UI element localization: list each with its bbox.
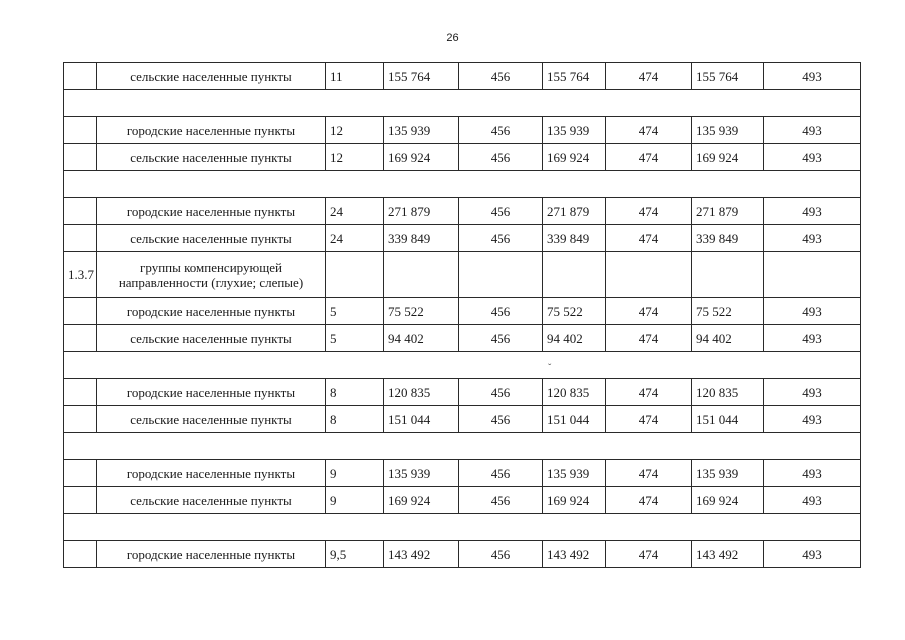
cell-index [64,198,97,225]
cell-amount-3: 339 849 [692,225,764,252]
cell-amount-2: 143 492 [543,541,606,568]
cell-value-3: 493 [764,298,861,325]
cell-settlement-type: городские населенные пункты [97,379,326,406]
cell-amount-1: 169 924 [384,144,459,171]
cell-value-1: 456 [459,460,543,487]
empty-cell [459,252,543,298]
empty-cell [606,252,692,298]
table-row [64,298,861,325]
cell-amount-3: 120 835 [692,379,764,406]
cell-value-1: 456 [459,487,543,514]
table-row [64,198,861,225]
cell-amount-1: 271 879 [384,198,459,225]
cell-coefficient: 5 [326,325,384,352]
cell-value-2: 474 [606,225,692,252]
cell-amount-1: 75 522 [384,298,459,325]
cell-coefficient: 11 [326,63,384,90]
empty-cell [326,252,384,298]
section-separator-cell [64,171,861,198]
cell-value-2: 474 [606,487,692,514]
cell-value-3: 493 [764,225,861,252]
cell-coefficient: 12 [326,117,384,144]
cell-value-2: 474 [606,144,692,171]
cell-coefficient: 8 [326,406,384,433]
section-separator-row [64,514,861,541]
cell-settlement-type: сельские населенные пункты [97,225,326,252]
cell-value-1: 456 [459,63,543,90]
cell-value-2: 474 [606,325,692,352]
cell-settlement-type: сельские населенные пункты [97,325,326,352]
cell-amount-1: 135 939 [384,117,459,144]
table-row [64,406,861,433]
cell-value-3: 493 [764,63,861,90]
cell-value-2: 474 [606,117,692,144]
category-index: 1.3.7 [64,252,97,298]
cell-value-2: 474 [606,406,692,433]
cell-value-1: 456 [459,379,543,406]
cell-amount-2: 120 835 [543,379,606,406]
table-row [64,117,861,144]
section-separator-row [64,171,861,198]
cell-index [64,117,97,144]
cell-value-1: 456 [459,117,543,144]
cell-coefficient: 5 [326,298,384,325]
cell-coefficient: 24 [326,198,384,225]
cell-index [64,541,97,568]
cell-amount-3: 143 492 [692,541,764,568]
cell-amount-3: 271 879 [692,198,764,225]
cell-amount-1: 169 924 [384,487,459,514]
empty-cell [764,252,861,298]
cell-coefficient: 9,5 [326,541,384,568]
table-row [64,460,861,487]
cell-amount-2: 135 939 [543,117,606,144]
cell-amount-1: 120 835 [384,379,459,406]
cell-value-3: 493 [764,144,861,171]
cell-settlement-type: сельские населенные пункты [97,63,326,90]
cell-coefficient: 12 [326,144,384,171]
table-row [64,379,861,406]
cell-settlement-type: городские населенные пункты [97,460,326,487]
cell-value-1: 456 [459,144,543,171]
cell-index [64,487,97,514]
cell-amount-1: 155 764 [384,63,459,90]
section-separator-cell [64,352,861,379]
cell-settlement-type: городские населенные пункты [97,298,326,325]
cell-amount-2: 169 924 [543,487,606,514]
table-row [64,63,861,90]
cell-index [64,460,97,487]
category-header-row [64,252,861,298]
cell-amount-3: 169 924 [692,144,764,171]
cell-value-1: 456 [459,198,543,225]
cell-amount-3: 155 764 [692,63,764,90]
empty-cell [543,252,606,298]
cell-amount-2: 271 879 [543,198,606,225]
cell-amount-3: 94 402 [692,325,764,352]
cell-value-2: 474 [606,541,692,568]
cell-value-3: 493 [764,325,861,352]
cell-value-3: 493 [764,379,861,406]
cell-coefficient: 8 [326,379,384,406]
cell-index [64,63,97,90]
cell-amount-3: 75 522 [692,298,764,325]
cell-settlement-type: сельские населенные пункты [97,406,326,433]
cell-amount-2: 75 522 [543,298,606,325]
cell-value-1: 456 [459,298,543,325]
cell-value-1: 456 [459,225,543,252]
cell-value-1: 456 [459,541,543,568]
cell-amount-3: 151 044 [692,406,764,433]
cell-amount-2: 155 764 [543,63,606,90]
cell-value-2: 474 [606,198,692,225]
cell-index [64,325,97,352]
cell-amount-1: 94 402 [384,325,459,352]
cell-value-2: 474 [606,298,692,325]
cell-index [64,298,97,325]
empty-cell [384,252,459,298]
empty-cell [692,252,764,298]
cell-value-3: 493 [764,117,861,144]
cell-settlement-type: городские населенные пункты [97,541,326,568]
cell-settlement-type: городские населенные пункты [97,198,326,225]
cell-amount-2: 169 924 [543,144,606,171]
cell-coefficient: 9 [326,487,384,514]
cell-amount-2: 151 044 [543,406,606,433]
cell-coefficient: 9 [326,460,384,487]
table-row [64,225,861,252]
section-separator-row [64,352,861,379]
cell-index [64,406,97,433]
table-row [64,541,861,568]
cell-amount-1: 143 492 [384,541,459,568]
cell-amount-1: 135 939 [384,460,459,487]
section-separator-row [64,90,861,117]
cell-value-3: 493 [764,541,861,568]
section-separator-row [64,433,861,460]
cell-index [64,225,97,252]
cell-amount-2: 135 939 [543,460,606,487]
cell-settlement-type: сельские населенные пункты [97,144,326,171]
cell-value-3: 493 [764,198,861,225]
category-title: группы компенсирующей направленности (глухие; слепые) [97,252,326,298]
table-row [64,325,861,352]
cell-settlement-type: сельские населенные пункты [97,487,326,514]
cell-value-3: 493 [764,406,861,433]
cell-value-3: 493 [764,460,861,487]
cell-index [64,379,97,406]
cell-amount-2: 339 849 [543,225,606,252]
cell-amount-1: 151 044 [384,406,459,433]
cell-value-1: 456 [459,325,543,352]
cell-amount-2: 94 402 [543,325,606,352]
section-separator-cell [64,514,861,541]
cell-coefficient: 24 [326,225,384,252]
cell-value-3: 493 [764,487,861,514]
cell-index [64,144,97,171]
cell-settlement-type: городские населенные пункты [97,117,326,144]
page-number: 26 [446,32,459,44]
section-separator-cell [64,90,861,117]
cell-value-2: 474 [606,379,692,406]
cell-amount-3: 169 924 [692,487,764,514]
table-row [64,144,861,171]
cell-amount-3: 135 939 [692,117,764,144]
section-separator-cell [64,433,861,460]
cell-value-2: 474 [606,460,692,487]
cell-amount-1: 339 849 [384,225,459,252]
scan-mark: ˇ [548,363,552,374]
cost-table [63,62,861,568]
table-body [64,63,861,568]
cell-amount-3: 135 939 [692,460,764,487]
cell-value-1: 456 [459,406,543,433]
cell-value-2: 474 [606,63,692,90]
table-row [64,487,861,514]
